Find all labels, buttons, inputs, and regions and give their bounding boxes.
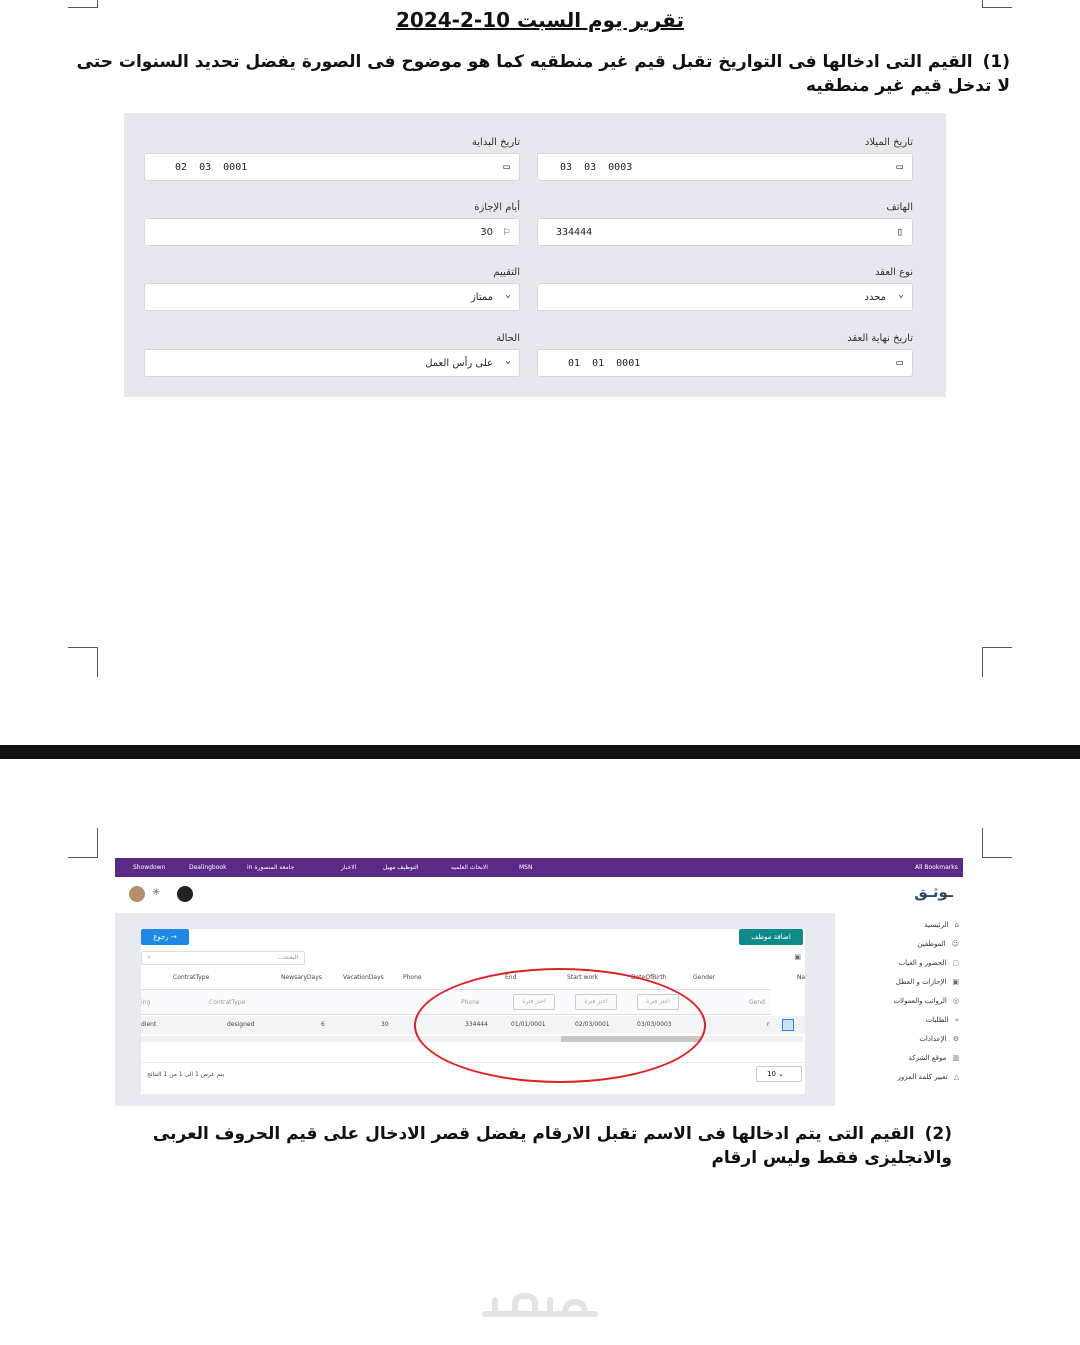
back-button[interactable]: رجوع → [141, 929, 189, 945]
sun-icon[interactable]: ✳ [152, 887, 161, 898]
field-value: 30 [480, 227, 493, 238]
filter-phone[interactable]: Phone [461, 999, 480, 1006]
chevron-down-icon: ⌄ [778, 1070, 785, 1078]
note-text: القيم التى ادخالها فى التواريخ تقبل قيم غير منطقيه كما هو موضوح فى الصورة يفضل تحديد السنوات حتى لا تدخل قيم غير منطقيه [76, 52, 1010, 96]
field-label: تاريخ البداية [471, 137, 520, 148]
results-count: يتم عرض 1 الى 1 من 1 النتائج [147, 1071, 225, 1078]
filter-gender[interactable]: Gend [749, 999, 765, 1006]
sidebar-item-change-password[interactable]: △تغيير كلمة المرور [897, 1073, 959, 1081]
search-icon: ⌕ [147, 953, 151, 961]
home-icon: ⌂ [954, 921, 959, 929]
watermark-logo [475, 1286, 605, 1326]
sidebar-item-company-location[interactable]: ▥موقع الشركة [908, 1054, 959, 1062]
page-size-select[interactable]: 10 ⌄ [756, 1066, 802, 1082]
bookmarks-bar [115, 858, 963, 877]
cell-dob: 03/03/0003 [637, 1021, 672, 1028]
search-input[interactable]: البحث... [141, 951, 305, 965]
note-1 [70, 50, 1010, 98]
field-value: 02 03 0001 [175, 162, 248, 173]
watermark [0, 1286, 1080, 1335]
bookmark[interactable]: الاخبار [341, 864, 357, 871]
gear-icon: ⚙ [952, 1035, 959, 1043]
phone-icon: ▯ [896, 225, 903, 238]
money-icon: ◎ [952, 997, 959, 1005]
column-header[interactable]: DateOfBirth [631, 974, 667, 981]
avatar[interactable] [129, 886, 145, 902]
column-header[interactable]: End [505, 974, 517, 981]
column-header[interactable]: Start work [567, 974, 599, 981]
page-separator [0, 745, 1080, 759]
field-value: 03 03 0003 [560, 162, 633, 173]
filter-dob-range[interactable]: اختر فترة [637, 994, 679, 1010]
note-number: (1) [982, 52, 1010, 72]
filter-end-range[interactable]: اختر فترة [513, 994, 555, 1010]
flag-icon: ⚐ [503, 225, 510, 238]
add-employee-button[interactable]: اضافة موظف [739, 929, 803, 945]
calendar-icon: ▣ [952, 978, 959, 986]
crop-mark [982, 647, 1012, 677]
red-highlight-circle [414, 968, 706, 1083]
moon-icon[interactable] [177, 886, 193, 902]
export-icon[interactable]: ▣ [794, 953, 801, 961]
building-icon: ▥ [952, 1054, 959, 1062]
bookmark[interactable]: الابحاث العلميه [451, 864, 488, 871]
crop-mark [982, 0, 1012, 8]
employees-table-screenshot [115, 858, 963, 1106]
note-text: القيم التى يتم ادخالها فى الاسم تقبل الارقام يفضل قصر الادخال على قيم الحروف العربى والانجليزى فقط وليس ارقام [152, 1124, 952, 1168]
chevron-down-icon[interactable]: ⌄ [504, 355, 511, 366]
note-2 [102, 1122, 952, 1170]
bookmark[interactable]: MSN [519, 864, 533, 871]
crop-mark [68, 647, 98, 677]
cell-newsary-days: 6 [321, 1021, 325, 1028]
column-header[interactable]: NewsaryDays [281, 974, 322, 981]
users-icon: ☺ [951, 940, 959, 948]
app-logo: ـوثـق [914, 883, 953, 901]
cell-phone: 334444 [465, 1021, 488, 1028]
column-header[interactable]: ContratType [173, 974, 210, 981]
bookmark[interactable]: All Bookmarks [915, 864, 958, 871]
field-value: ممتاز [470, 292, 493, 303]
field-value: محدد [864, 292, 886, 303]
field-value: 334444 [556, 227, 593, 238]
field-label: التقييم [493, 267, 520, 278]
calendar-icon: ▢ [952, 959, 959, 967]
filter-start-range[interactable]: اختر فترة [575, 994, 617, 1010]
bookmark[interactable]: in جامعة المنصورة [247, 864, 295, 871]
field-label: نوع العقد [874, 267, 913, 278]
field-label: تاريخ نهاية العقد [847, 333, 913, 344]
requests-icon: » [954, 1016, 959, 1024]
chevron-down-icon[interactable]: ⌄ [504, 289, 511, 300]
cell-name: dient [141, 1021, 157, 1028]
cell-vacation-days: 30 [381, 1021, 389, 1028]
column-header[interactable]: Phone [403, 974, 422, 981]
field-label: الهاتف [886, 202, 913, 213]
filter-contract[interactable]: ContratType [209, 999, 246, 1006]
calendar-icon[interactable]: ▭ [503, 160, 510, 173]
column-header[interactable]: VacationDays [343, 974, 384, 981]
filter-name[interactable]: ing [141, 999, 151, 1006]
field-label: الحالة [496, 333, 520, 344]
cell-gender: r [767, 1021, 770, 1028]
cell-end: 01/01/0001 [511, 1021, 546, 1028]
chevron-down-icon[interactable]: ⌄ [897, 289, 904, 300]
crop-mark [68, 828, 98, 858]
lock-icon: △ [953, 1073, 959, 1081]
field-value: 01 01 0001 [568, 358, 641, 369]
app-header [115, 877, 963, 913]
sidebar-item-vacations[interactable]: ▣الإجازات و العطل [895, 978, 959, 986]
sidebar-item-settings[interactable]: ⚙الإعدادات [919, 1035, 959, 1043]
bookmark[interactable]: Showdown [133, 864, 166, 871]
sidebar-item-home[interactable]: ⌂الرئيسية [924, 921, 959, 929]
field-label: أيام الإجازة [474, 202, 520, 213]
row-checkbox[interactable] [782, 1019, 794, 1031]
crop-mark [982, 828, 1012, 858]
sidebar-item-requests[interactable]: »الطلبات [925, 1016, 959, 1024]
field-value: على رأس العمل [425, 358, 493, 369]
cell-start: 02/03/0001 [575, 1021, 610, 1028]
sidebar-item-employees[interactable]: ☺الموظفين [917, 940, 959, 948]
sidebar-item-salaries[interactable]: ◎الرواتب والعمولات [893, 997, 959, 1005]
calendar-icon[interactable]: ▭ [896, 356, 903, 369]
column-header[interactable]: Gender [693, 974, 716, 981]
report-title: تقرير يوم السبت 10-2-2024 [395, 8, 684, 32]
cell-contract: designed [227, 1021, 255, 1028]
bookmark[interactable]: Dealingbook [189, 864, 227, 871]
calendar-icon[interactable]: ▭ [896, 160, 903, 173]
column-header[interactable]: Na [797, 974, 806, 981]
sidebar [835, 913, 963, 1106]
employee-form-screenshot [124, 113, 946, 397]
crop-mark [68, 0, 98, 8]
bookmark[interactable]: التوظيف مهيل [383, 864, 419, 871]
sidebar-item-attendance[interactable]: ▢الحضور و الغياب [898, 959, 959, 967]
note-number: (2) [924, 1124, 952, 1144]
field-label: تاريخ الميلاد [864, 137, 913, 148]
